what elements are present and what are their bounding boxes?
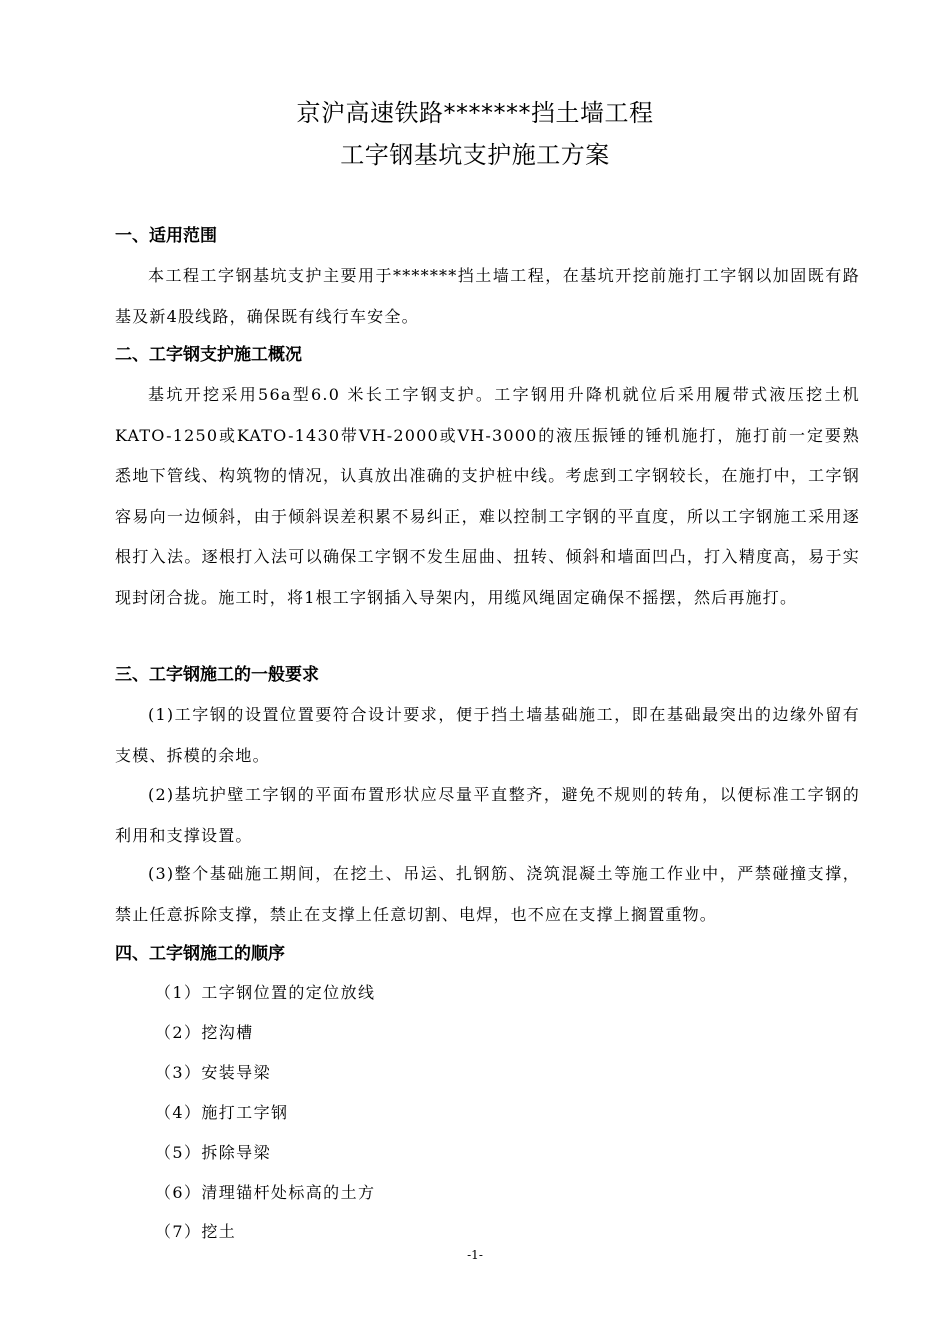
section-overview-paragraph: 基坑开挖采用56a型6.0 米长工字钢支护。工字钢用升降机就位后采用履带式液压挖土机KATO-1250或KATO-1430带VH-2000或VH-3000的液压振锤的锤机施打，施打前一定要熟悉地下管线、构筑物的情况，认真放出准确的支护桩中线。考虑到工字钢较长，在施打中，工字钢容易向一边倾斜，由于倾斜误差积累不易纠正，难以控制工字钢的平直度，所以工字钢施工采用逐根打入法。逐根打入法可以确保工字钢不发生屈曲、扭转、倾斜和墙面凹凸，打入精度高，易于实现封闭合拢。施工时，将1根工字钢插入导架内，用缆风绳固定确保不摇摆，然后再施打。 [115, 385, 860, 607]
section-scope-paragraph: 本工程工字钢基坑支护主要用于*******挡土墙工程，在基坑开挖前施打工字钢以加固既有路基及新4股线路，确保既有线行车安全。 [115, 266, 860, 326]
page-number: -1- [467, 1248, 483, 1262]
document-title-line2: 工字钢基坑支护施工方案 [340, 141, 610, 169]
document-title-line1: 京沪高速铁路*******挡土墙工程 [296, 99, 654, 127]
sequence-item: （2）挖沟槽 [155, 1023, 254, 1042]
sequence-item: （7）挖土 [155, 1222, 237, 1241]
sequence-item: （5）拆除导梁 [155, 1143, 271, 1162]
sequence-item: （6）清理锚杆处标高的土方 [155, 1183, 376, 1202]
requirement-paragraph-2: (2)基坑护壁工字钢的平面布置形状应尽量平直整齐，避免不规则的转角，以便标准工字钢的利用和支撑设置。 [115, 785, 860, 845]
sequence-item: （1）工字钢位置的定位放线 [155, 983, 376, 1002]
requirement-paragraph-1: (1)工字钢的设置位置要符合设计要求，便于挡土墙基础施工，即在基础最突出的边缘外留有支模、拆模的余地。 [115, 705, 860, 765]
section-heading-requirements: 三、工字钢施工的一般要求 [115, 665, 319, 685]
sequence-item: （3）安装导梁 [155, 1063, 271, 1082]
section-heading-overview: 二、工字钢支护施工概况 [115, 345, 302, 365]
section-heading-sequence: 四、工字钢施工的顺序 [115, 944, 285, 964]
sequence-item: （4）施打工字钢 [155, 1103, 289, 1122]
requirement-paragraph-3: (3)整个基础施工期间，在挖土、吊运、扎钢筋、浇筑混凝土等施工作业中，严禁碰撞支撑，禁止任意拆除支撑，禁止在支撑上任意切割、电焊，也不应在支撑上搁置重物。 [115, 864, 860, 924]
section-heading-scope: 一、适用范围 [115, 226, 217, 246]
